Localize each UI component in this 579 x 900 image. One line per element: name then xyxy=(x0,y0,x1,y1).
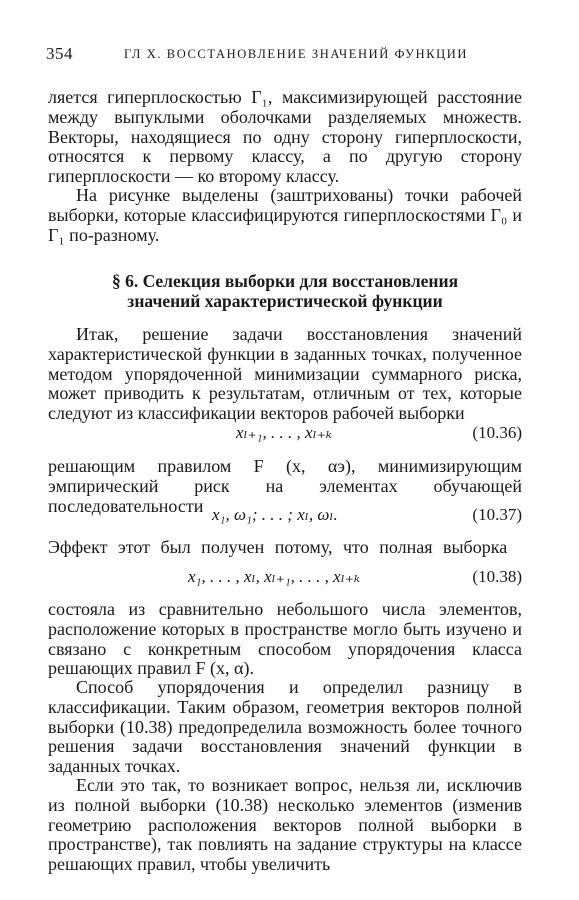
paragraph-question: Если это так, то возникает вопрос, нельзя ли, исключив из полной выборки (10.38) несколько элементов (изменив геометрию расположения векторов полной выборки в пространстве), так повлиять на задание структуры на классе решающих правил, чтобы увеличить xyxy=(48,775,522,875)
formula-10-37 xyxy=(48,505,522,525)
paragraph-continuation: ляется гиперплоскостью Γ₁, максимизирующей расстояние между выпуклыми оболочками разделяемых множеств. Векторы, находящиеся по одну сторону гиперплоскости, относятся к первому классу, а по другую сторону гиперплоскости — ко второму классу. xyxy=(48,87,522,187)
section-heading xyxy=(48,271,522,311)
formula-expression: x₁, ω₁; . . . ; xₗ, ωₗ. xyxy=(212,505,338,524)
equation-number: (10.38) xyxy=(472,567,522,586)
section-heading-line-1: § 6. Селекция выборки для восстановления xyxy=(111,271,459,291)
section-heading-line-2: значений характеристической функции xyxy=(127,291,443,311)
paragraph-decision-rule: решающим правилом F (x, αэ), минимизирующим эмпирический риск на элементах обучающей последовательности xyxy=(48,456,522,516)
equation-number: (10.37) xyxy=(472,505,522,524)
page-number: 354 xyxy=(46,44,73,63)
running-head: ГЛ Х. ВОССТАНОВЛЕНИЕ ЗНАЧЕНИЙ ФУНКЦИИ xyxy=(124,47,469,61)
page-header xyxy=(46,44,526,66)
paragraph-figure-note: На рисунке выделены (заштрихованы) точки рабочей выборки, которые классифицируются гиперплоскостями Γ₀ и Γ₁ по-разному. xyxy=(48,185,522,245)
formula-expression: x₁, . . . , xₗ, xₗ₊₁, . . . , xₗ₊ₖ xyxy=(188,567,361,586)
formula-10-36 xyxy=(48,423,522,443)
formula-expression: xₗ₊₁, . . . , xₗ₊ₖ xyxy=(236,423,332,442)
paragraph-effect: Эффект этот был получен потому, что полная выборка xyxy=(48,537,508,557)
paragraph-intro: Итак, решение задачи восстановления значений характеристической функции в заданных точках, полученное методом упорядоченной минимизации суммарного риска, может приводить к результатам, отличным от тех, которые следуют из классификации векторов рабочей выборки xyxy=(48,324,522,424)
paragraph-ordering-method: Способ упорядочения и определил разницу в классификации. Таким образом, геометрия векторов полной выборки (10.38) предопределила возможность более точного решения задачи восстановления значений функции в заданных точках. xyxy=(48,677,522,777)
formula-10-38 xyxy=(48,567,522,587)
paragraph-sample-composition: состояла из сравнительно небольшого числа элементов, расположение которых в пространстве могло быть изучено и связано с конкретным способом упорядочения класса решающих правил F (x, α). xyxy=(48,599,522,679)
equation-number: (10.36) xyxy=(472,423,522,442)
